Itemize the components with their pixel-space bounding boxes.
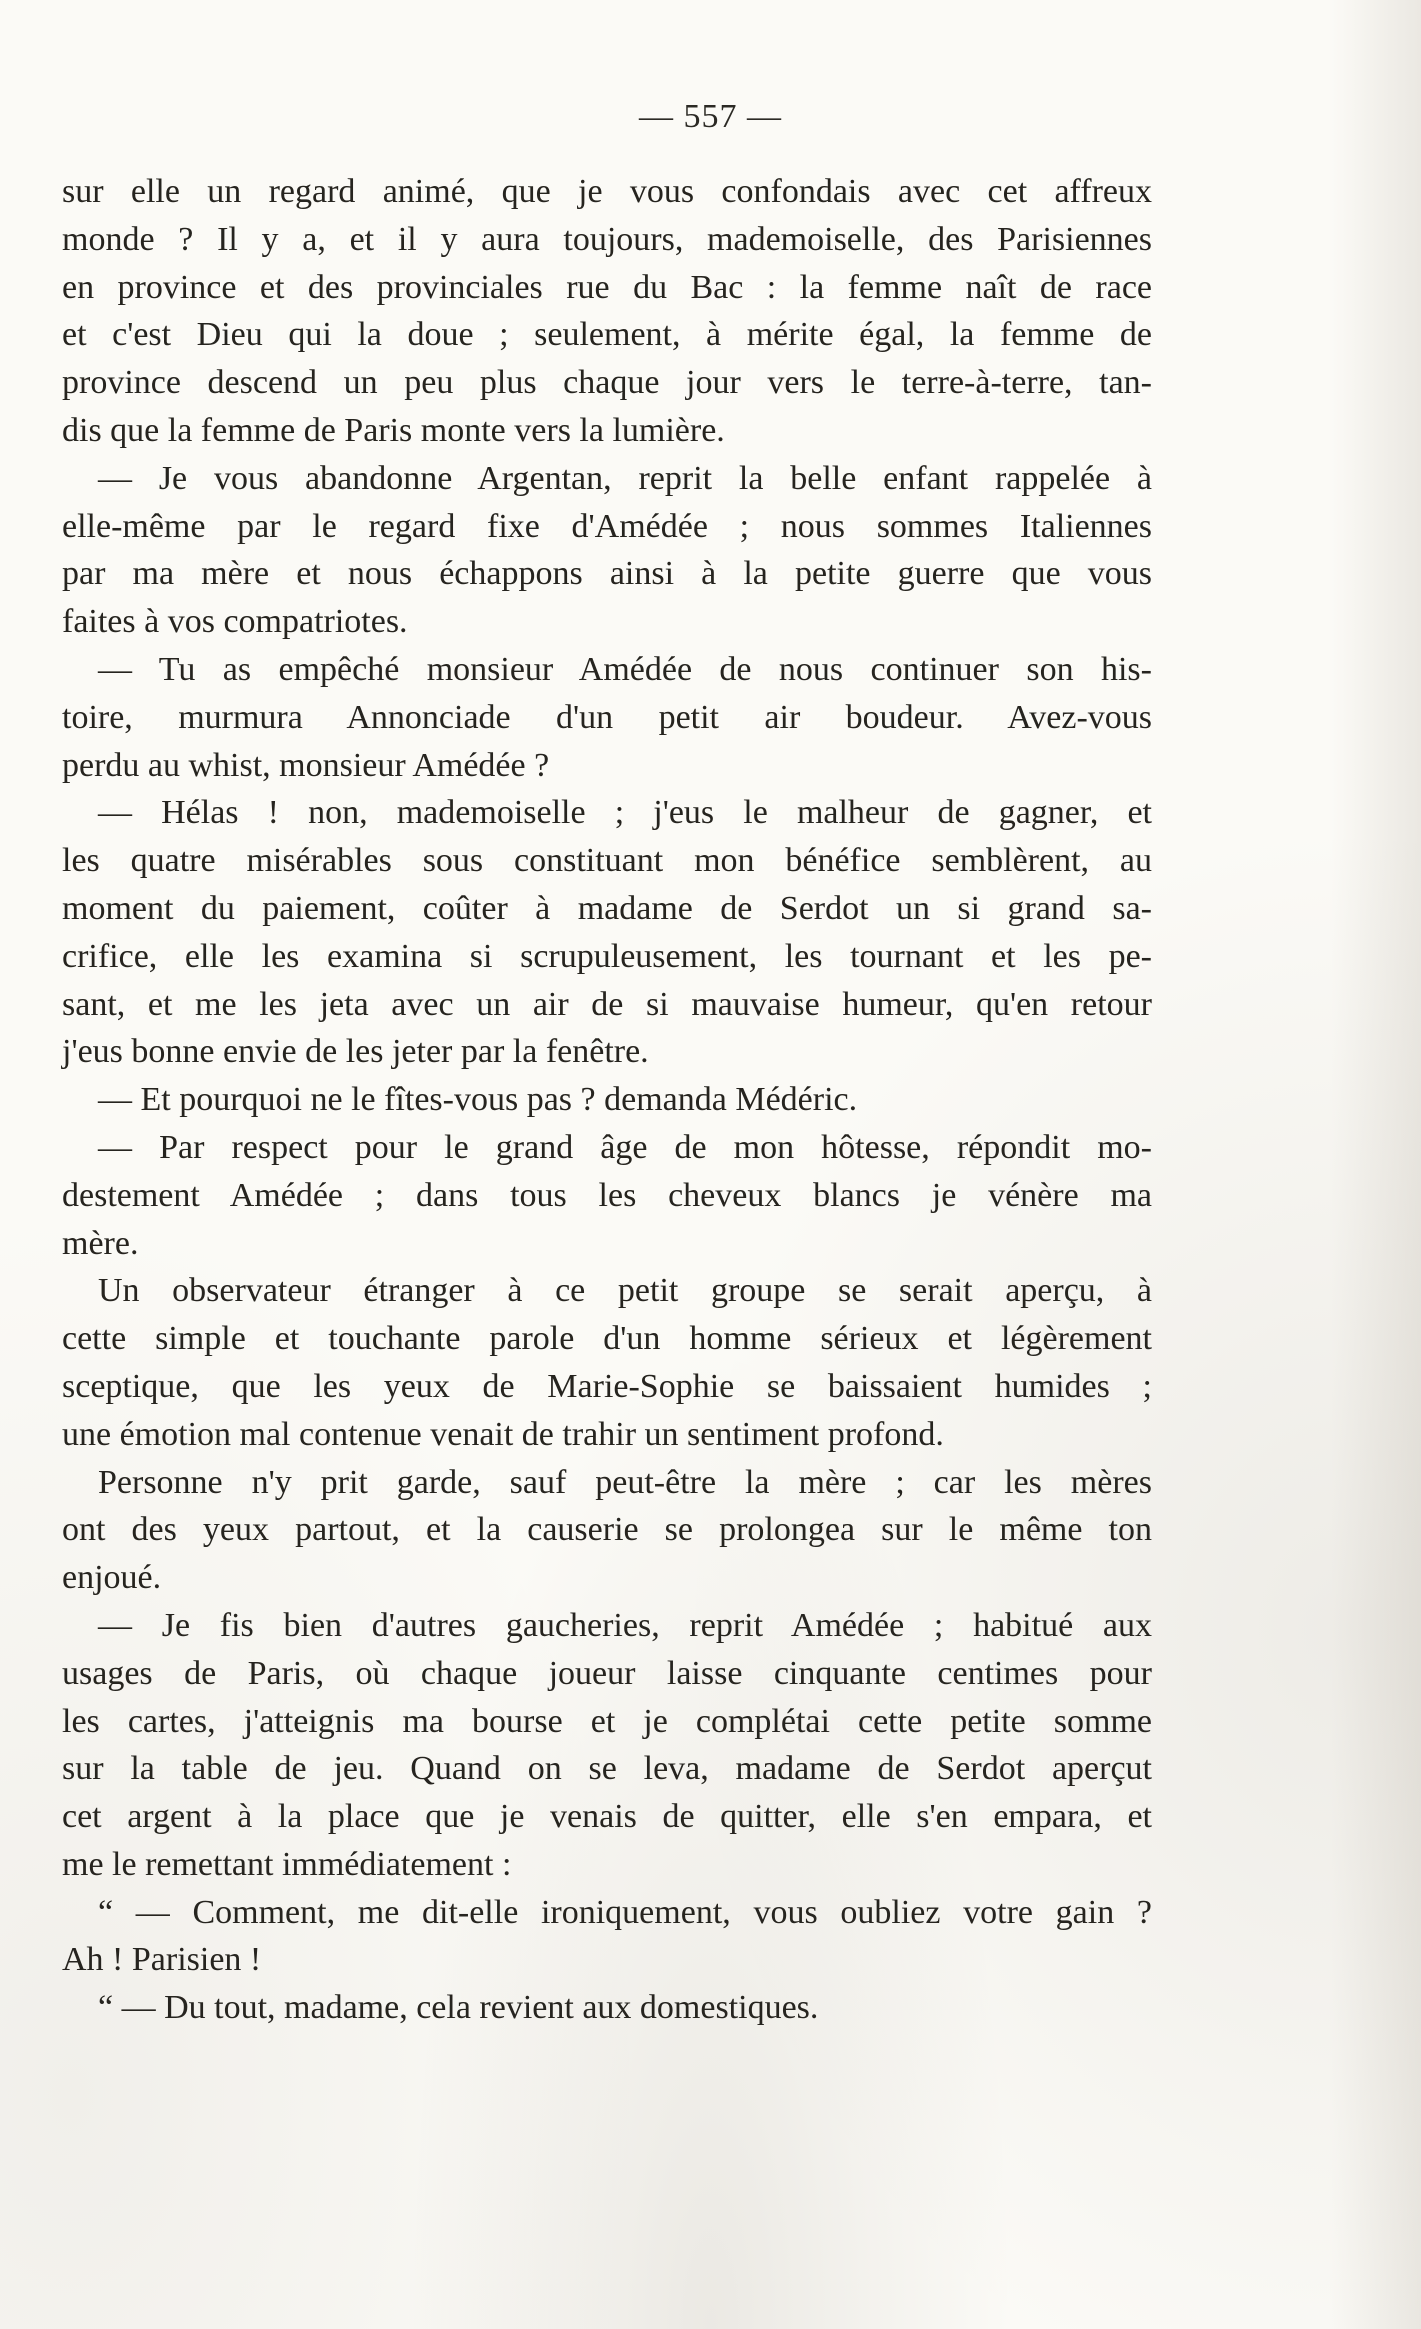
text-line: — Et pourquoi ne le fîtes-vous pas ? demanda Médéric.	[98, 1081, 858, 1119]
text-line: “ — Comment, me dit-elle ironiquement, vous oubliez votre gain ?	[98, 1893, 1152, 1931]
text-line: destement Amédée ; dans tous les cheveux blancs je vénère ma	[62, 1176, 1152, 1214]
text-line: sceptique, que les yeux de Marie-Sophie se baissaient humides ;	[62, 1367, 1152, 1405]
text-line: cet argent à la place que je venais de quitter, elle s'en empara, et	[62, 1798, 1152, 1836]
text-line: j'eus bonne envie de les jeter par la fenêtre.	[62, 1033, 649, 1071]
text-line: les quatre misérables sous constituant mon bénéfice semblèrent, au	[62, 842, 1152, 880]
text-line: et c'est Dieu qui la doue ; seulement, à mérite égal, la femme de	[62, 316, 1152, 354]
text-line: ont des yeux partout, et la causerie se prolongea sur le même ton	[62, 1511, 1152, 1549]
text-line: province descend un peu plus chaque jour vers le terre-à-terre, tan-	[62, 364, 1152, 402]
text-line: Ah ! Parisien !	[62, 1941, 262, 1979]
text-line: enjoué.	[62, 1559, 162, 1597]
text-line: une émotion mal contenue venait de trahir un sentiment profond.	[62, 1415, 944, 1453]
text-line: moment du paiement, coûter à madame de Serdot un si grand sa-	[62, 889, 1152, 927]
text-line: par ma mère et nous échappons ainsi à la petite guerre que vous	[62, 555, 1152, 593]
text-line: perdu au whist, monsieur Amédée ?	[62, 746, 550, 784]
text-line: — Tu as empêché monsieur Amédée de nous continuer son his-	[98, 650, 1152, 688]
text-line: les cartes, j'atteignis ma bourse et je complétai cette petite somme	[62, 1702, 1152, 1740]
text-line: sant, et me les jeta avec un air de si mauvaise humeur, qu'en retour	[62, 985, 1152, 1023]
text-line: elle-même par le regard fixe d'Amédée ; nous sommes Italiennes	[62, 507, 1152, 545]
text-line: Un observateur étranger à ce petit groupe se serait aperçu, à	[98, 1272, 1152, 1310]
text-line: faites à vos compatriotes.	[62, 603, 408, 641]
text-line: — Je fis bien d'autres gaucheries, reprit Amédée ; habitué aux	[98, 1606, 1152, 1644]
page-edge-shadow	[1331, 0, 1421, 2329]
text-line: monde ? Il y a, et il y aura toujours, mademoiselle, des Parisiennes	[62, 220, 1152, 258]
body-text	[62, 168, 1152, 2032]
text-line: dis que la femme de Paris monte vers la lumière.	[62, 411, 725, 449]
text-line: toire, murmura Annonciade d'un petit air boudeur. Avez-vous	[62, 698, 1152, 736]
text-line: — Je vous abandonne Argentan, reprit la belle enfant rappelée à	[98, 459, 1152, 497]
text-line: — Hélas ! non, mademoiselle ; j'eus le malheur de gagner, et	[98, 794, 1152, 832]
text-line: me le remettant immédiatement :	[62, 1845, 512, 1883]
text-line: cette simple et touchante parole d'un homme sérieux et légèrement	[62, 1320, 1152, 1358]
text-line: “ — Du tout, madame, cela revient aux domestiques.	[98, 1989, 819, 2027]
text-line: Personne n'y prit garde, sauf peut-être la mère ; car les mères	[98, 1463, 1152, 1501]
text-line: sur la table de jeu. Quand on se leva, madame de Serdot aperçut	[62, 1750, 1152, 1788]
text-line: — Par respect pour le grand âge de mon hôtesse, répondit mo-	[98, 1128, 1152, 1166]
text-line: usages de Paris, où chaque joueur laisse cinquante centimes pour	[62, 1654, 1152, 1692]
page-number: — 557 —	[639, 98, 782, 135]
text-line: mère.	[62, 1224, 139, 1262]
text-line: en province et des provinciales rue du Bac : la femme naît de race	[62, 268, 1152, 306]
text-line: sur elle un regard animé, que je vous confondais avec cet affreux	[62, 173, 1152, 210]
text-line: crifice, elle les examina si scrupuleusement, les tournant et les pe-	[62, 937, 1152, 975]
